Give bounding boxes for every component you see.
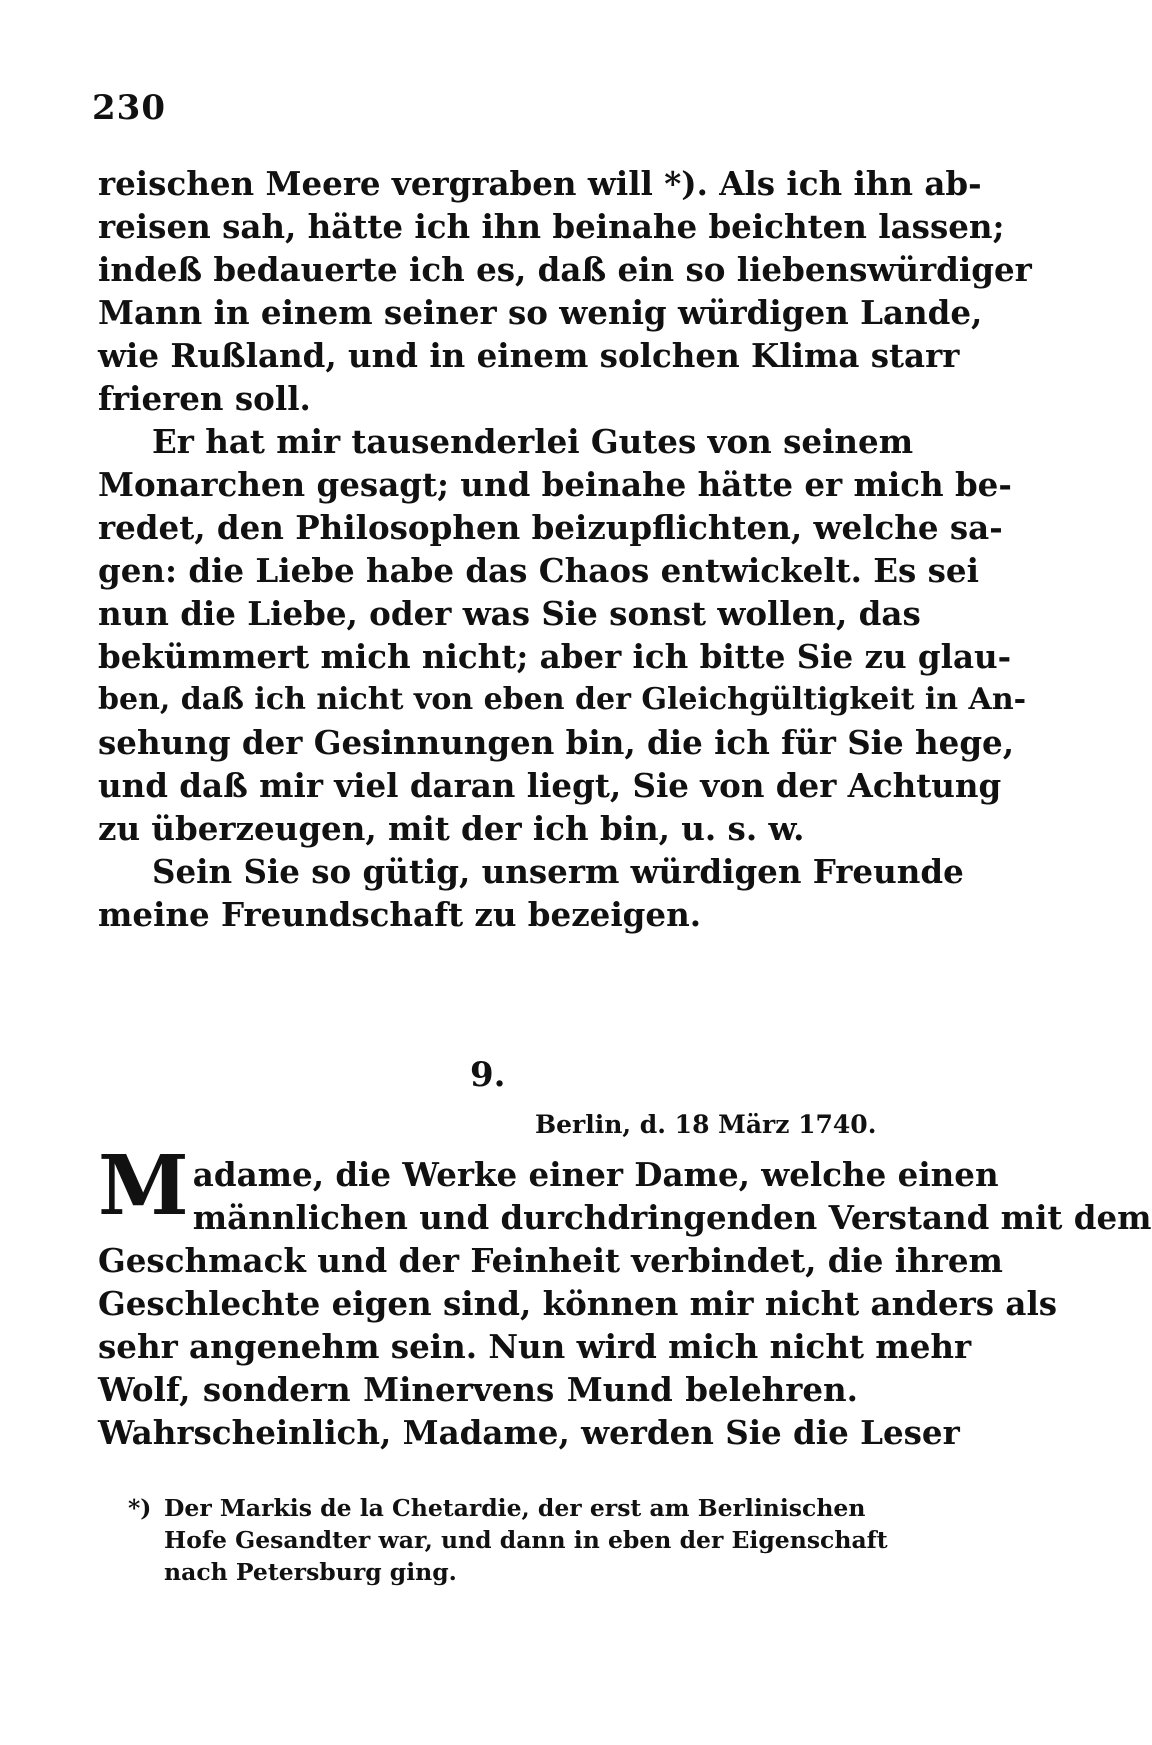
text-line: sehung der Gesinnungen bin, die ich für Sie hege,: [98, 723, 1015, 762]
text-line: männlichen und durchdringenden Verstand mit dem: [192, 1198, 1152, 1237]
text-line: reischen Meere vergraben will *). Als ich ihn ab-: [98, 164, 982, 203]
footnote-line: Der Markis de la Chetardie, der erst am Berlinischen: [164, 1494, 866, 1522]
text-line: reisen sah, hätte ich ihn beinahe beichten lassen;: [98, 207, 1005, 246]
footnote: [128, 1492, 888, 1588]
text-line: Er hat mir tausenderlei Gutes von seinem: [152, 422, 914, 461]
text-line: Monarchen gesagt; und beinahe hätte er mich be-: [98, 465, 1012, 504]
main-text: [98, 162, 1032, 936]
text-line: und daß mir viel daran liegt, Sie von der Achtung: [98, 766, 1002, 805]
footnote-line: Hofe Gesandter war, und dann in eben der Eigenschaft: [164, 1526, 888, 1554]
letter-dateline: Berlin, d. 18 März 1740.: [535, 1110, 877, 1139]
letter-first-line-text: adame, die Werke einer Dame, welche einen: [192, 1155, 999, 1194]
text-line: wie Rußland, und in einem solchen Klima starr: [98, 336, 960, 375]
footnote-mark: *): [128, 1494, 152, 1522]
text-line: Mann in einem seiner so wenig würdigen Lande,: [98, 293, 983, 332]
text-line: zu überzeugen, mit der ich bin, u. s. w.: [98, 809, 805, 848]
footnote-line: nach Petersburg ging.: [164, 1558, 457, 1586]
letter-number: 9.: [470, 1055, 506, 1095]
text-line: indeß bedauerte ich es, daß ein so liebenswürdiger: [98, 250, 1032, 289]
text-line: redet, den Philosophen beizupflichten, welche sa-: [98, 508, 1003, 547]
text-line: sehr angenehm sein. Nun wird mich nicht mehr: [98, 1327, 972, 1366]
letter-text: [98, 1138, 1152, 1454]
text-line: ben, daß ich nicht von eben der Gleichgültigkeit in An-: [98, 682, 1027, 717]
text-line: Wolf, sondern Minervens Mund belehren.: [98, 1370, 858, 1409]
text-line: Geschmack und der Feinheit verbindet, die ihrem: [98, 1241, 1003, 1280]
text-line: meine Freundschaft zu bezeigen.: [98, 895, 702, 934]
drop-cap-initial: M: [98, 1138, 189, 1234]
text-line: frieren soll.: [98, 379, 311, 418]
footnote-first-line: [128, 1492, 866, 1524]
text-line: Geschlechte eigen sind, können mir nicht anders als: [98, 1284, 1058, 1323]
page-number: 230: [92, 88, 166, 128]
text-line: Wahrscheinlich, Madame, werden Sie die Leser: [98, 1413, 960, 1452]
text-line: Sein Sie so gütig, unserm würdigen Freunde: [152, 852, 964, 891]
text-line: gen: die Liebe habe das Chaos entwickelt. Es sei: [98, 551, 979, 590]
text-line: nun die Liebe, oder was Sie sonst wollen, das: [98, 594, 921, 633]
text-line: bekümmert mich nicht; aber ich bitte Sie zu glau-: [98, 637, 1012, 676]
